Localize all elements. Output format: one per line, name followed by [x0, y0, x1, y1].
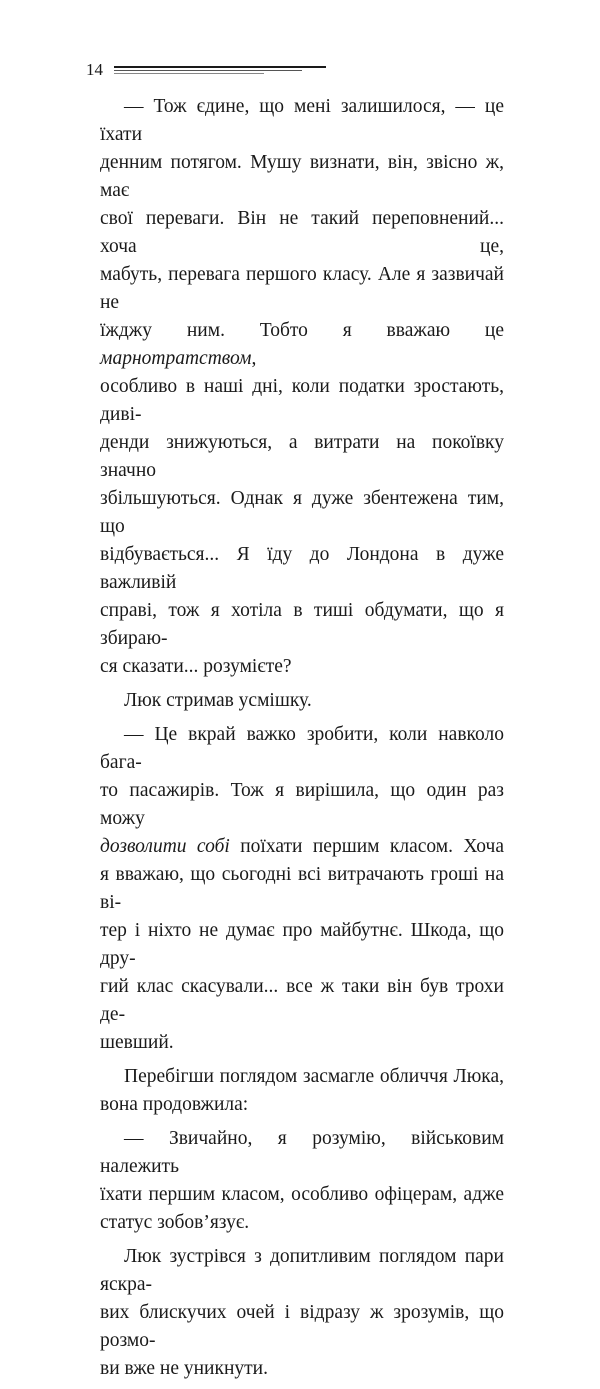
text-line [100, 1181, 504, 1209]
text-line [100, 1243, 504, 1299]
text-line [100, 653, 504, 681]
text-segment: я вважаю, що сьогодні всі витрачають гроші на ві- [100, 864, 504, 913]
text-line [100, 973, 504, 1029]
text-line [100, 149, 504, 205]
text-line [100, 687, 504, 715]
text-body [100, 93, 504, 1389]
text-line [100, 317, 504, 373]
text-segment: свої переваги. Він не такий переповнений... хоча це, [100, 208, 504, 257]
text-line [100, 1125, 504, 1181]
text-line [100, 833, 504, 861]
text-segment: — Тож єдине, що мені залишилося, — це їхати [100, 96, 504, 145]
text-segment: справі, тож я хотіла в тиші обдумати, що я збираю- [100, 600, 504, 649]
text-line [100, 1063, 504, 1091]
text-segment: — Це вкрай важко зробити, коли навколо бага- [100, 724, 504, 773]
page-header [86, 58, 326, 82]
text-segment: — Звичайно, я розумію, військовим належить [100, 1128, 504, 1177]
text-segment: вона продовжила: [100, 1094, 249, 1115]
text-segment: статус зобов’язує. [100, 1212, 250, 1233]
text-segment: поїхати першим класом. Хоча [229, 836, 504, 857]
text-line [100, 721, 504, 777]
text-segment: денним потягом. Мушу визнати, він, звісно ж, має [100, 152, 504, 201]
text-line [100, 485, 504, 541]
text-line [100, 1209, 504, 1237]
text-line [100, 1299, 504, 1355]
text-segment: Люк стримав усмішку. [124, 690, 312, 711]
text-line [100, 261, 504, 317]
header-decorative-rules [114, 66, 326, 78]
header-rule [114, 73, 264, 74]
text-line [100, 541, 504, 597]
text-line [100, 1029, 504, 1057]
text-line [100, 373, 504, 429]
text-segment: тер і ніхто не думає про майбутнє. Шкода, що дру- [100, 920, 504, 969]
text-segment: їжджу ним. Тобто я вважаю це [100, 320, 504, 341]
header-rule [114, 66, 326, 68]
text-line [100, 93, 504, 149]
text-line [100, 917, 504, 973]
paragraph [100, 1125, 504, 1237]
text-segment: відбувається... Я їду до Лондона в дуже важливій [100, 544, 504, 593]
text-segment: гий клас скасували... все ж таки він був трохи де- [100, 976, 504, 1025]
text-segment: шевший. [100, 1032, 174, 1053]
text-segment: мабуть, перевага першого класу. Але я зазвичай не [100, 264, 504, 313]
text-segment: то пасажирів. Тож я вирішила, що один раз можу [100, 780, 504, 829]
text-segment: вих блискучих очей і відразу ж зрозумів, що розмо- [100, 1302, 504, 1351]
paragraph [100, 1243, 504, 1383]
paragraph [100, 687, 504, 715]
paragraph [100, 1063, 504, 1119]
text-line [100, 1355, 504, 1383]
text-line [100, 777, 504, 833]
text-line [100, 861, 504, 917]
header-rule [114, 70, 302, 71]
text-line [100, 205, 504, 261]
text-segment: Перебігши поглядом засмагле обличчя Люка, [124, 1066, 504, 1087]
text-segment: , [251, 348, 257, 369]
text-segment: ви вже не уникнути. [100, 1358, 268, 1379]
italic-text: марнотратством [100, 348, 252, 369]
text-segment: ся сказати... розумієте? [100, 656, 292, 677]
italic-text: дозволити собі [100, 836, 230, 857]
text-segment: Люк зустрівся з допитливим поглядом пари яскра- [100, 1246, 504, 1295]
text-segment: особливо в наші дні, коли податки зростають, диві- [100, 376, 504, 425]
text-line [100, 1091, 504, 1119]
text-line [100, 597, 504, 653]
text-segment: збільшуються. Однак я дуже збентежена тим, що [100, 488, 504, 537]
text-segment: їхати першим класом, особливо офіцерам, адже [100, 1184, 504, 1205]
paragraph [100, 721, 504, 1057]
paragraph [100, 93, 504, 681]
text-line [100, 429, 504, 485]
text-segment: денди знижуються, а витрати на покоївку значно [100, 432, 504, 481]
page-number: 14 [86, 60, 103, 79]
